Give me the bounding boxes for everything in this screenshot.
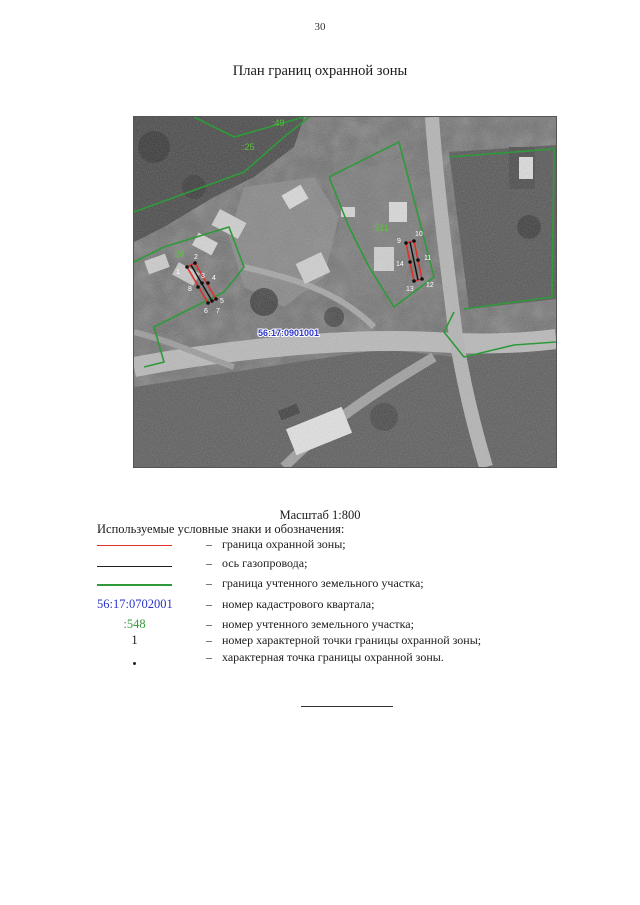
point-dot bbox=[206, 281, 210, 285]
parcel-label: :511 bbox=[372, 223, 389, 233]
point-label: 10 bbox=[415, 231, 423, 238]
legend-item-parcel-number bbox=[0, 617, 640, 633]
legend-dash: – bbox=[206, 576, 212, 590]
legend-dash: – bbox=[206, 650, 212, 664]
point-label: 6 bbox=[204, 308, 208, 315]
green-line-icon bbox=[97, 584, 172, 586]
parcel-label: :49 bbox=[272, 118, 285, 128]
point-dot bbox=[196, 285, 200, 289]
map-svg bbox=[134, 117, 556, 467]
point-dot bbox=[200, 281, 204, 285]
legend-symbol-quarter bbox=[97, 597, 187, 613]
legend-symbol-point bbox=[97, 650, 172, 666]
point-label: 7 bbox=[216, 308, 220, 315]
point-dot bbox=[214, 297, 218, 301]
legend-item-protection-zone bbox=[0, 537, 640, 553]
map-scale: Масштаб 1:800 bbox=[279, 508, 361, 522]
page-title: План границ охранной зоны bbox=[232, 63, 408, 79]
point-dot bbox=[420, 277, 424, 281]
page-number: 30 bbox=[314, 21, 326, 33]
point-label: 3 bbox=[201, 273, 205, 280]
point-dot bbox=[412, 239, 416, 243]
point-dot bbox=[185, 265, 189, 269]
legend-item-quarter-number bbox=[0, 597, 640, 613]
legend-description: номер учтенного земельного участка; bbox=[222, 617, 414, 631]
point-label: 12 bbox=[426, 282, 434, 289]
legend-item-point-number bbox=[0, 633, 640, 649]
legend-dash: – bbox=[206, 537, 212, 551]
point-label: 2 bbox=[194, 254, 198, 261]
point-label: 1 bbox=[176, 269, 180, 276]
red-line-icon bbox=[97, 545, 172, 546]
legend-symbol-green-line bbox=[97, 576, 172, 592]
point-label: 4 bbox=[212, 275, 216, 282]
parcel-number-sample: :548 bbox=[123, 617, 146, 631]
signature-line bbox=[301, 706, 393, 707]
point-dot bbox=[408, 260, 412, 264]
legend-description: номер характерной точки границы охранной зоны; bbox=[222, 633, 482, 647]
dot-icon bbox=[133, 662, 136, 665]
point-label: 5 bbox=[220, 298, 224, 305]
point-dot bbox=[412, 279, 416, 283]
parcel-label: :25 bbox=[242, 142, 255, 152]
legend-dash: – bbox=[206, 633, 212, 647]
legend-item-point bbox=[0, 650, 640, 666]
legend-description: ось газопровода; bbox=[222, 556, 308, 570]
aerial-map bbox=[133, 116, 557, 468]
point-dot bbox=[210, 299, 214, 303]
legend-symbol-red-line bbox=[97, 537, 172, 553]
legend-description: номер кадастрового квартала; bbox=[222, 597, 375, 611]
legend-heading: Используемые условные знаки и обозначения: bbox=[97, 522, 345, 536]
quarter-label: 56:17:0901001 bbox=[258, 328, 320, 338]
point-dot bbox=[193, 261, 197, 265]
black-line-icon bbox=[97, 566, 172, 567]
legend-dash: – bbox=[206, 556, 212, 570]
legend-dash: – bbox=[206, 597, 212, 611]
legend-symbol-point-number bbox=[97, 633, 172, 649]
parcel-label: :24 bbox=[172, 249, 185, 259]
legend-item-parcel-border bbox=[0, 576, 640, 592]
point-label: 8 bbox=[188, 286, 192, 293]
point-label: 11 bbox=[424, 255, 432, 262]
legend-description: характерная точка границы охранной зоны. bbox=[222, 650, 444, 664]
legend-symbol-black-line bbox=[97, 556, 172, 572]
point-dot bbox=[206, 301, 210, 305]
legend-description: граница охранной зоны; bbox=[222, 537, 346, 551]
legend-description: граница учтенного земельного участка; bbox=[222, 576, 424, 590]
legend-dash: – bbox=[206, 617, 212, 631]
legend-symbol-parcel bbox=[97, 617, 172, 633]
point-label: 9 bbox=[397, 238, 401, 245]
point-label: 13 bbox=[406, 286, 414, 293]
legend-item-gas-axis bbox=[0, 556, 640, 572]
point-label: 14 bbox=[396, 261, 404, 268]
quarter-number-sample: 56:17:0702001 bbox=[97, 597, 173, 611]
point-dot bbox=[416, 258, 420, 262]
point-dot bbox=[404, 241, 408, 245]
point-number-sample: 1 bbox=[131, 633, 138, 647]
